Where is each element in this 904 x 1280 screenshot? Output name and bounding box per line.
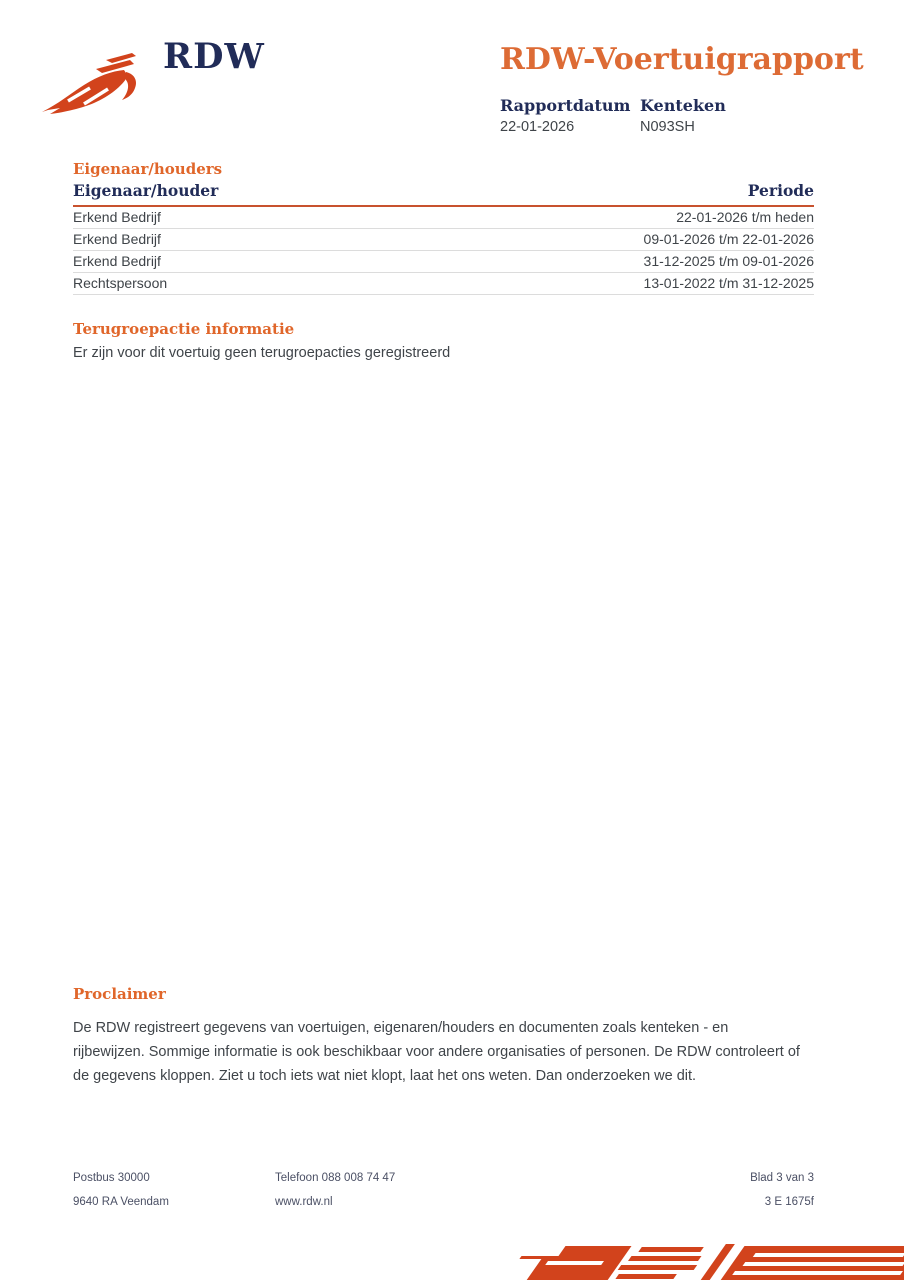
footer-doc-code: 3 E 1675f — [764, 1196, 814, 1208]
proclaimer-text: De RDW registreert gegevens van voertuigen, eigenaren/houders en documenten zoals kenteken - en rijbewijzen. Sommige informatie is ook beschikbaar voor andere organisaties of personen. De RDW controleert of de gegevens kloppen. Ziet u toch iets wat niet klopt, laat het ons weten. Dan onderzoeken we dit. — [73, 1020, 800, 1084]
footer-address-line2: 9640 RA Veendam — [73, 1196, 169, 1208]
footer-address-line1: Postbus 30000 — [73, 1172, 150, 1184]
speed-stripes-graphic-icon — [466, 1241, 904, 1280]
recall-section-heading: Terugroepactie informatie — [73, 320, 295, 338]
owner-cell: Erkend Bedrijf — [73, 253, 161, 269]
table-row — [73, 251, 814, 273]
period-cell: 31-12-2025 t/m 09-01-2026 — [643, 253, 814, 269]
page-title: RDW-Voertuigrapport — [500, 42, 864, 77]
owners-table-header — [73, 181, 814, 207]
owners-col-owner: Eigenaar/houder — [73, 181, 219, 200]
period-cell: 22-01-2026 t/m heden — [676, 209, 814, 225]
license-plate-label: Kenteken — [640, 96, 726, 115]
table-row — [73, 273, 814, 295]
owner-cell: Erkend Bedrijf — [73, 209, 161, 225]
rdw-logo-text: RDW — [163, 36, 265, 77]
owners-table — [73, 181, 814, 295]
owners-section-heading: Eigenaar/houders — [73, 160, 223, 178]
report-date-value: 22-01-2026 — [500, 119, 575, 135]
proclaimer-section-heading: Proclaimer — [73, 985, 166, 1003]
owner-cell: Rechtspersoon — [73, 275, 168, 291]
recall-status-text: Er zijn voor dit voertuig geen terugroepacties geregistreerd — [73, 345, 451, 361]
footer-phone: Telefoon 088 008 74 47 — [275, 1172, 396, 1184]
table-row — [73, 229, 814, 251]
table-row — [73, 207, 814, 229]
period-cell: 09-01-2026 t/m 22-01-2026 — [643, 231, 814, 247]
owner-cell: Erkend Bedrijf — [73, 231, 161, 247]
license-plate-value: N093SH — [640, 119, 695, 135]
owners-col-period: Periode — [747, 181, 814, 200]
period-cell: 13-01-2022 t/m 31-12-2025 — [643, 275, 814, 291]
report-date-label: Rapportdatum — [500, 96, 631, 115]
footer-page-indicator: Blad 3 van 3 — [750, 1172, 814, 1184]
rdw-logo-icon — [38, 50, 152, 120]
footer-website-link[interactable]: www.rdw.nl — [275, 1196, 333, 1208]
